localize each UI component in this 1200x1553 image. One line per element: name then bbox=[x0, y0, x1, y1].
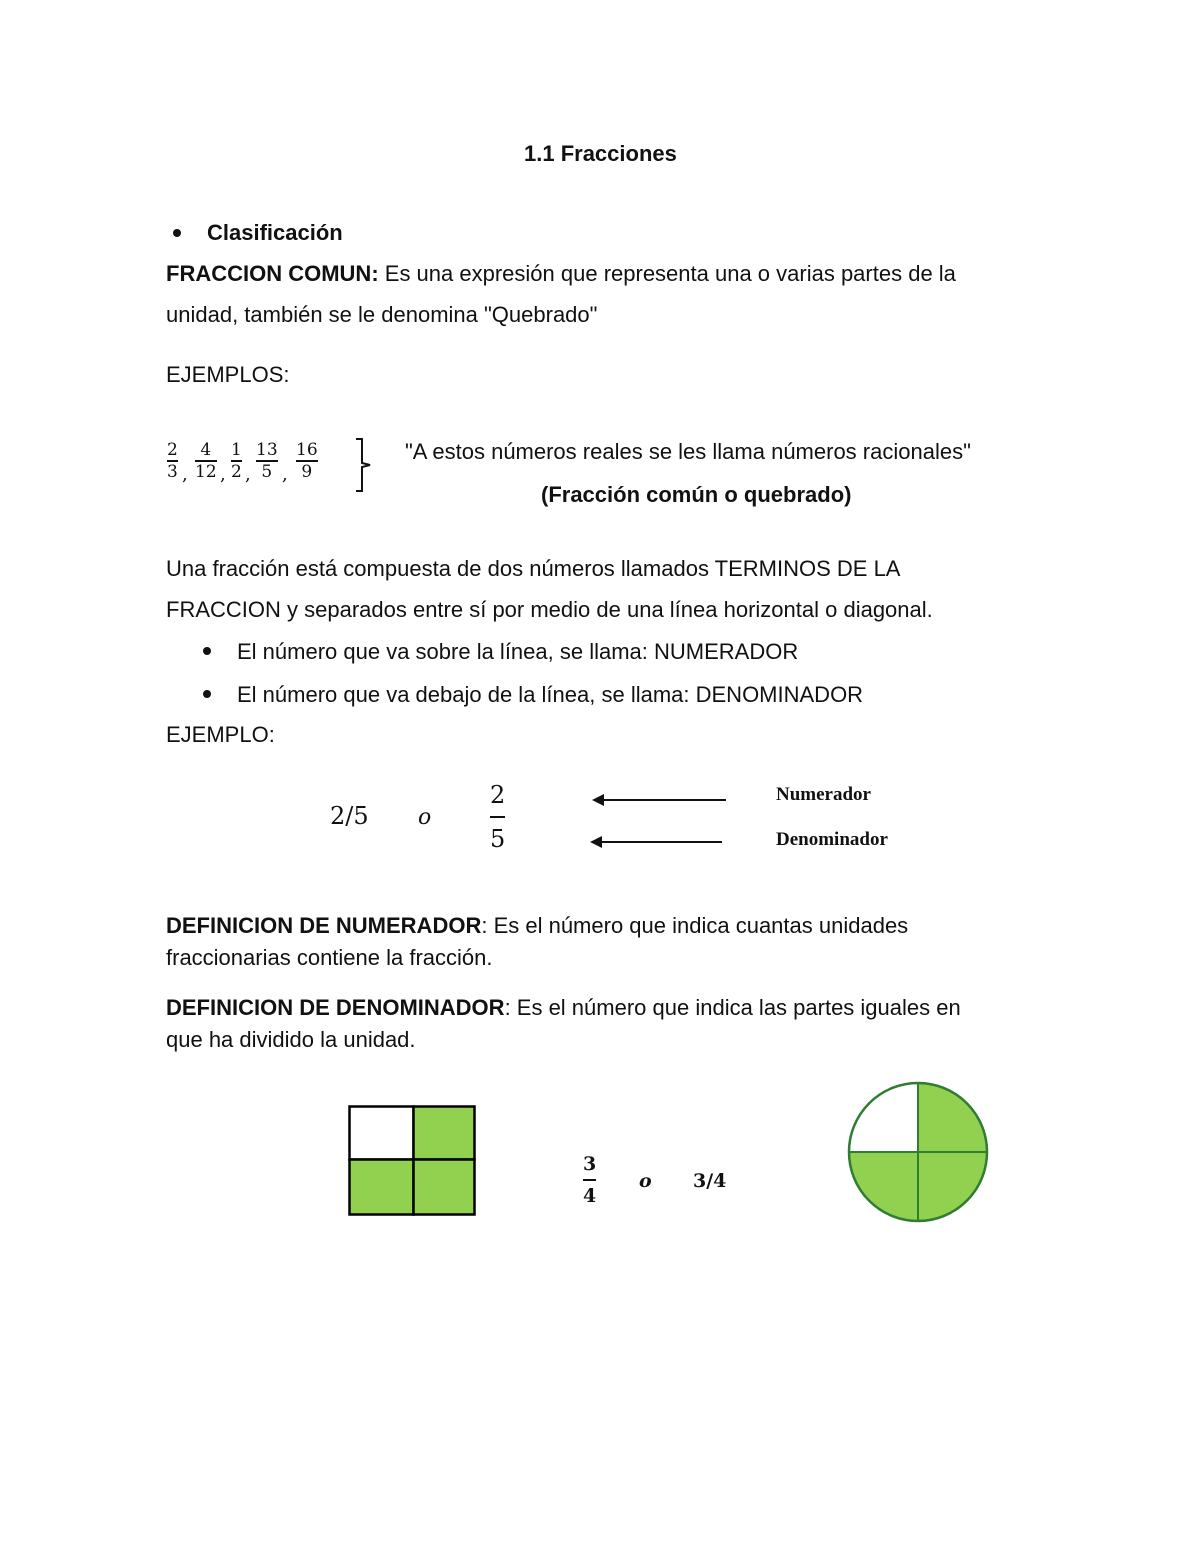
right-brace bbox=[352, 437, 376, 493]
page-title: 1.1 Fracciones bbox=[524, 141, 677, 166]
fraction-bar bbox=[583, 1179, 596, 1181]
inline-fraction-3-4: 3/4 bbox=[693, 1170, 727, 1192]
racionales-quote: "A estos números reales se les llama números racionales" bbox=[405, 439, 971, 464]
comma-separator: , bbox=[182, 464, 188, 485]
ejemplo-label: EJEMPLO: bbox=[166, 722, 275, 747]
fraction-denominator: 5 bbox=[490, 825, 506, 853]
circle-fraction-diagram bbox=[845, 1079, 991, 1225]
bullet-dot bbox=[203, 647, 211, 655]
denominador-label: Denominador bbox=[776, 829, 888, 850]
classification-heading: Clasificación bbox=[207, 220, 343, 245]
def-denominador-line1: : Es el número que indica las partes iguales en bbox=[504, 995, 961, 1020]
arrow-icon bbox=[590, 791, 730, 809]
ejemplos-label: EJEMPLOS: bbox=[166, 362, 290, 387]
bullet-denominador: El número que va debajo de la línea, se llama: DENOMINADOR bbox=[237, 682, 864, 707]
def-numerador-line2: fraccionarias contiene la fracción. bbox=[166, 945, 493, 970]
def-denominador-line2: que ha dividido la unidad. bbox=[166, 1027, 416, 1052]
fraction-numerator: 3 bbox=[583, 1153, 597, 1175]
bullet-numerador: El número que va sobre la línea, se llama: NUMERADOR bbox=[237, 639, 799, 664]
or-word: o bbox=[418, 805, 432, 830]
fraction-denominator: 3 bbox=[167, 462, 178, 482]
arrow-icon bbox=[588, 833, 728, 851]
example-fraction-1 bbox=[167, 440, 178, 482]
terminos-line1: Una fracción está compuesta de dos números llamados TERMINOS DE LA bbox=[166, 556, 901, 581]
bullet-dot bbox=[203, 690, 211, 698]
stacked-fraction bbox=[490, 780, 505, 854]
def-denominador-paragraph bbox=[166, 995, 961, 1021]
bullet-dot bbox=[173, 229, 181, 237]
fraccion-comun-paragraph bbox=[166, 261, 956, 287]
fraction-denominator: 4 bbox=[583, 1185, 597, 1207]
example-fraction-4 bbox=[256, 440, 278, 482]
square-part-bottom-left bbox=[350, 1160, 414, 1215]
example-fraction-5 bbox=[296, 440, 318, 482]
inline-fraction: 2/5 bbox=[330, 802, 369, 830]
fraction-denominator: 2 bbox=[231, 462, 242, 482]
stacked-fraction-3-4 bbox=[583, 1152, 596, 1208]
def-denominador-term: DEFINICION DE DENOMINADOR bbox=[166, 995, 505, 1020]
fraction-numerator: 2 bbox=[490, 781, 506, 809]
fraccion-comun-line2: unidad, también se le denomina "Quebrado" bbox=[166, 302, 598, 327]
example-fraction-3 bbox=[231, 440, 242, 482]
example-fraction-2 bbox=[195, 440, 217, 482]
terminos-line2: FRACCION y separados entre sí por medio de una línea horizontal o diagonal. bbox=[166, 597, 933, 622]
def-numerador-term: DEFINICION DE NUMERADOR bbox=[166, 913, 482, 938]
comma-separator: , bbox=[282, 464, 288, 485]
fraction-numerator: 13 bbox=[256, 440, 278, 460]
numerador-label: Numerador bbox=[776, 784, 871, 805]
comma-separator: , bbox=[220, 464, 226, 485]
def-numerador-line1: : Es el número que indica cuantas unidades bbox=[481, 913, 909, 938]
square-part-top-left bbox=[350, 1107, 414, 1160]
square-part-bottom-right bbox=[414, 1160, 475, 1215]
fraction-numerator: 4 bbox=[200, 440, 212, 460]
square-part-top-right bbox=[414, 1107, 475, 1160]
fraccion-comun-line1: Es una expresión que representa una o varias partes de la bbox=[378, 261, 956, 286]
fraction-denominator: 5 bbox=[261, 462, 273, 482]
fraction-numerator: 1 bbox=[231, 440, 242, 460]
comma-separator: , bbox=[245, 464, 251, 485]
fraction-bar bbox=[490, 816, 505, 818]
fraction-denominator: 9 bbox=[301, 462, 313, 482]
racionales-subtitle: (Fracción común o quebrado) bbox=[541, 482, 852, 507]
fraccion-comun-term: FRACCION COMUN: bbox=[166, 261, 379, 286]
def-numerador-paragraph bbox=[166, 913, 908, 939]
or-word: o bbox=[639, 1170, 652, 1192]
fraction-numerator: 2 bbox=[167, 440, 178, 460]
fraction-numerator: 16 bbox=[296, 440, 318, 460]
fraction-denominator: 12 bbox=[195, 462, 217, 482]
square-fraction-diagram bbox=[348, 1105, 476, 1216]
